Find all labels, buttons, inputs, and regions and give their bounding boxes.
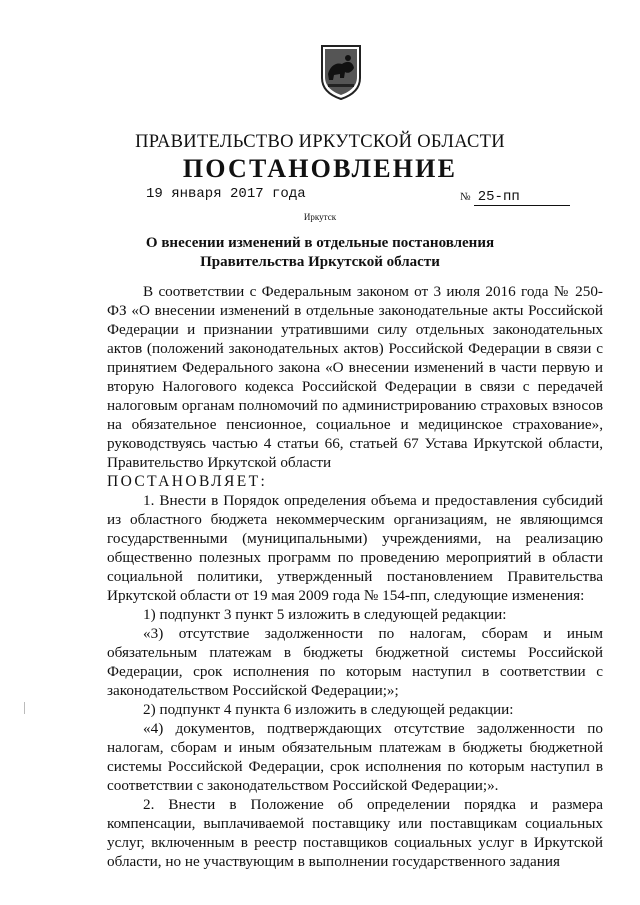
paragraph-subitem-2: 2) подпункт 4 пункта 6 изложить в следующей редакции: [143, 701, 514, 718]
resolve-heading: ПОСТАНОВЛЯЕТ: [107, 473, 268, 490]
city-name: Иркутск [303, 212, 337, 222]
government-name: ПРАВИТЕЛЬСТВО ИРКУТСКОЙ ОБЛАСТИ [135, 132, 505, 152]
document-body [107, 282, 603, 871]
document-date: 19 января 2017 года [146, 186, 306, 202]
paragraph-subitem-2-text: «4) документов, подтверждающих отсутствие задолженности по налогам, сборам и иным обязательным платежам в бюджеты бюджетной системы Российской Федерации, срок исполнения по которым наступил в соответствии с законодательством Российской Федерации;». [107, 720, 603, 794]
preamble-paragraph: В соответствии с Федеральным законом от 3 июля 2016 года № 250-ФЗ «О внесении изменений в отдельные законодательные акты Российской Федерации и признании утратившими силу отдельных законодательных актов (положений законодательных актов) Российской Федерации в связи с принятием Федерального закона «О внесении изменений в части первую и вторую Налогового кодекса Российской Федерации в связи с передачей налоговым органам полномочий по администрированию страховых взносов на обязательное пенсионное, социальное и медицинское страхование», руководствуясь частью 4 статьи 66, статьей 67 Устава Иркутской области, Правительство Иркутской области [107, 283, 603, 471]
number-value: 25-пп [474, 189, 570, 206]
paragraph-item-1: 1. Внести в Порядок определения объема и предоставления субсидий из областного бюджета некоммерческим организациям, не являющимся государственными (муниципальными) учреждениями, на реализацию общественно полезных программ по проведению мероприятий в области социальной политики, утвержденный постановлением Правительства Иркутской области от 19 мая 2009 года № 154-пп, следующие изменения: [107, 492, 603, 604]
irkutsk-coat-of-arms-icon [318, 44, 364, 100]
number-sign: № [460, 191, 471, 203]
document-type-title: ПОСТАНОВЛЕНИЕ [182, 154, 458, 183]
paragraph-item-2: 2. Внести в Положение об определении порядка и размера компенсации, выплачиваемой поставщику или поставщикам социальных услуг, включенным в реестр поставщиков социальных услуг в Иркутской области, но не участвующим в выполнении государственного задания [107, 796, 603, 870]
margin-mark [24, 702, 25, 714]
paragraph-subitem-1-text: «3) отсутствие задолженности по налогам, сборам и иным обязательным платежам в бюджеты бюджетной системы Российской Федерации, срок исполнения по которым наступил в соответствии с законодательством Российской Федерации;»; [107, 625, 603, 699]
paragraph-subitem-1: 1) подпункт 3 пункт 5 изложить в следующей редакции: [143, 606, 507, 623]
document-subject: О внесении изменений в отдельные постановления Правительства Иркутской области [145, 235, 495, 270]
document-number [460, 188, 570, 206]
